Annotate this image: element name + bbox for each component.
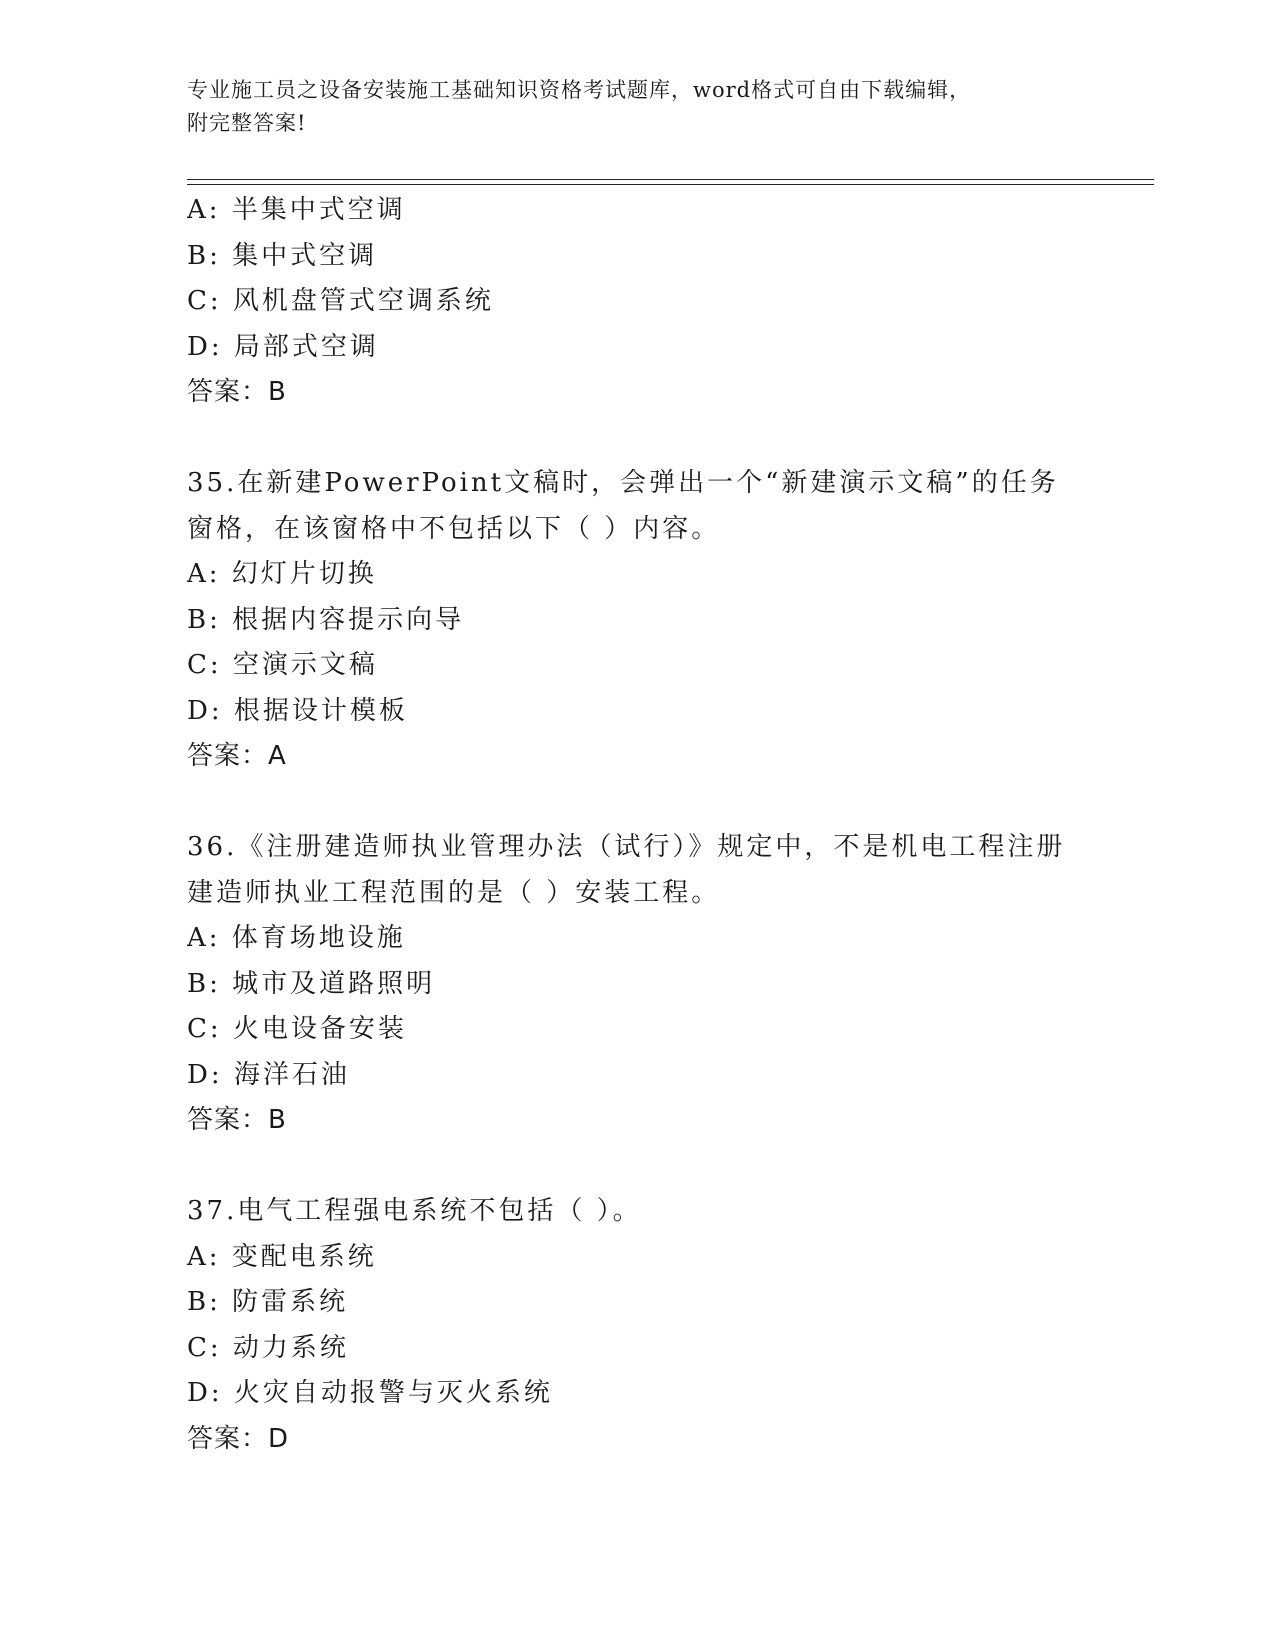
header-line-2: 附完整答案! [187, 111, 307, 135]
option-c: C: 风机盘管式空调系统 [187, 286, 494, 316]
option-b: B: 防雷系统 [187, 1287, 349, 1317]
answer-line: 答案：B [187, 377, 287, 407]
option-a: A: 体育场地设施 [187, 923, 406, 953]
option-c: C: 火电设备安装 [187, 1014, 407, 1044]
option-c: C: 空演示文稿 [187, 650, 378, 680]
spacer [187, 780, 1087, 826]
option-c: C: 动力系统 [187, 1332, 349, 1363]
option-a: A: 半集中式空调 [187, 195, 406, 225]
document-header [187, 74, 1067, 140]
answer-line: 答案：D [187, 1423, 290, 1454]
question-stem-line: 36.《注册建造师执业管理办法（试行）》规定中，不是机电工程注册 [187, 832, 1066, 862]
question-stem-line: 37.电气工程强电系统不包括（ ）。 [187, 1196, 642, 1226]
option-d: D: 局部式空调 [187, 331, 379, 362]
question-block-35 [187, 461, 1087, 780]
question-stem-line: 35.在新建PowerPoint文稿时，会弹出一个“新建演示文稿”的任务 [187, 468, 1059, 498]
answer-line: 答案：A [187, 741, 287, 771]
question-block-36 [187, 825, 1087, 1144]
question-block-34 [187, 188, 1087, 416]
option-d: D: 根据设计模板 [187, 695, 408, 726]
option-d: D: 火灾自动报警与灭火系统 [187, 1378, 553, 1408]
spacer [187, 1144, 1087, 1190]
option-a: A: 幻灯片切换 [187, 559, 377, 589]
option-b: B: 城市及道路照明 [187, 968, 436, 999]
question-stem-line: 建造师执业工程范围的是（ ）安装工程。 [187, 877, 721, 908]
option-a: A: 变配电系统 [187, 1241, 377, 1272]
header-divider-bottom [187, 184, 1154, 185]
question-block-37 [187, 1189, 1087, 1462]
option-d: D: 海洋石油 [187, 1059, 350, 1090]
answer-line: 答案：B [187, 1105, 287, 1135]
document-body [187, 188, 1087, 1462]
spacer [187, 416, 1087, 462]
question-stem-line: 窗格，在该窗格中不包括以下（ ）内容。 [187, 513, 721, 544]
header-line-1: 专业施工员之设备安装施工基础知识资格考试题库，word格式可自由下载编辑， [187, 78, 972, 102]
option-b: B: 集中式空调 [187, 240, 378, 271]
header-divider-top [187, 179, 1154, 180]
option-b: B: 根据内容提示向导 [187, 604, 465, 635]
